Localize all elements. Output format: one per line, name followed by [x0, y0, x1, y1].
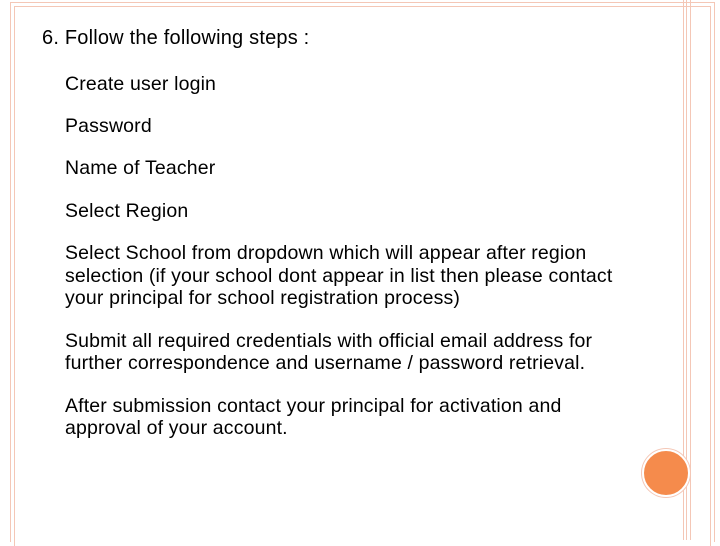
decorative-vertical-rule — [690, 0, 691, 540]
step-item: Password — [65, 115, 152, 137]
decorative-circle-icon — [642, 449, 690, 497]
step-item: After submission contact your principal for activation and approval of your account. — [65, 394, 562, 439]
step-item: Create user login — [65, 73, 217, 95]
step-item: Submit all required credentials with official email address for further correspondence and username / password retrieval. — [65, 329, 593, 374]
steps-list — [65, 73, 630, 440]
step-item: Select Region — [65, 200, 189, 222]
slide-heading: 6. Follow the following steps : — [42, 27, 310, 49]
step-item: Select School from dropdown which will appear after region selection (if your school dont appear in list then please contact your principal for school registration process) — [65, 242, 613, 309]
step-item: Name of Teacher — [65, 157, 216, 179]
